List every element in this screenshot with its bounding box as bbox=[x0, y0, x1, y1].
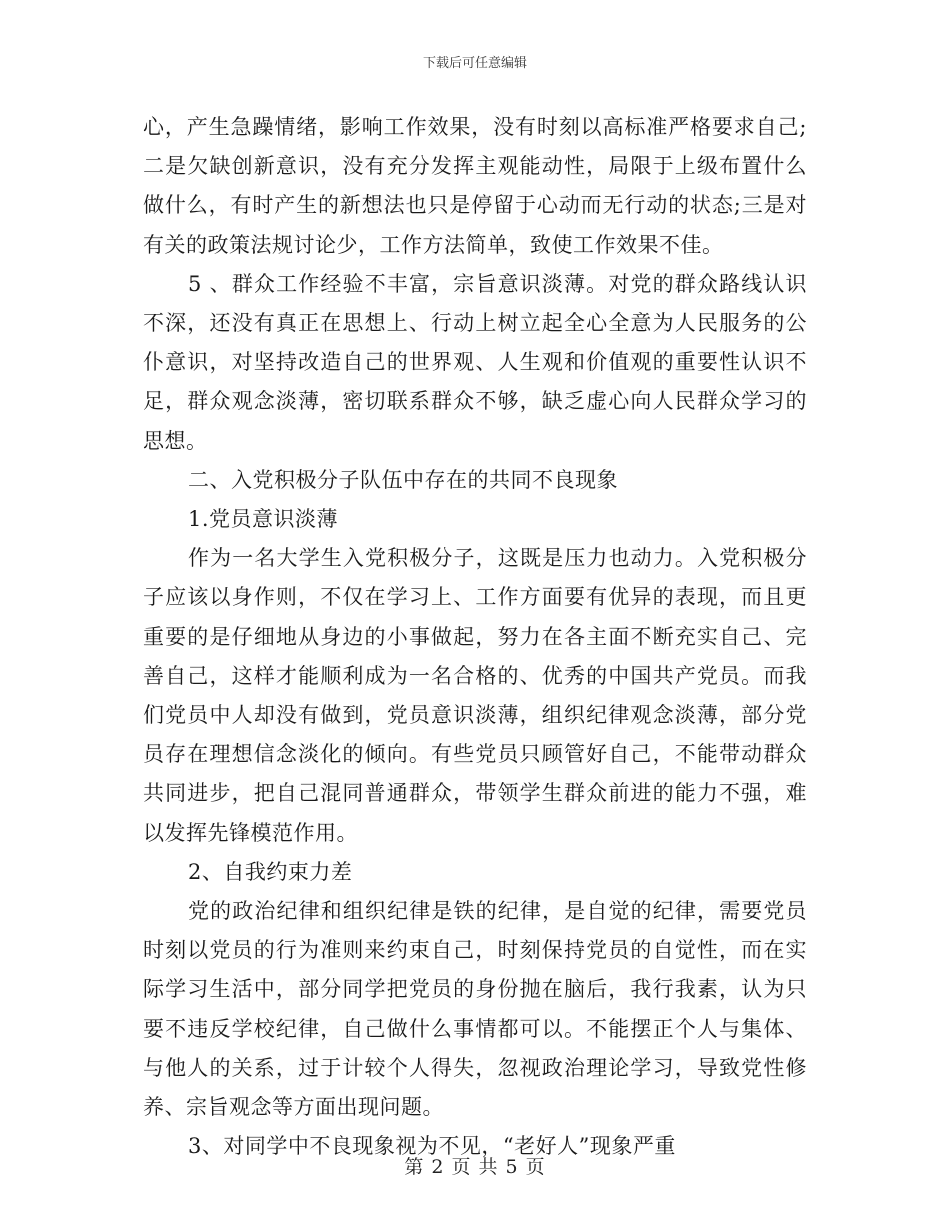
subheading-1: 1.党员意识淡薄 bbox=[188, 507, 339, 532]
paragraph-item-5: 5 、群众工作经验不丰富，宗旨意识淡薄。对党的群众路线认识不深，还没有真正在思想上、行动上树立起全心全意为人民服务的公仆意识，对坚持改造自己的世界观、人生观和价值观的重要性认识不足，群众观念淡薄，密切联系群众不够，缺乏虚心向人民群众学习的思想。 bbox=[143, 271, 807, 453]
subheading-2: 2、自我约束力差 bbox=[188, 859, 353, 884]
subheading-3: 3、对同学中不良现象视为不见，“老好人”现象严重 bbox=[188, 1134, 676, 1159]
document-body bbox=[143, 108, 807, 1166]
paragraph-continuation: 心，产生急躁情绪，影响工作效果，没有时刻以高标准严格要求自己;二是欠缺创新意识，没有充分发挥主观能动性，局限于上级布置什么做什么，有时产生的新想法也只是停留于心动而无行动的状态;三是对有关的政策法规讨论少，工作方法简单，致使工作效果不佳。 bbox=[143, 115, 807, 257]
page-header: 下载后可任意编辑 bbox=[422, 56, 527, 71]
section-heading-2: 二、入党积极分子队伍中存在的共同不良现象 bbox=[188, 467, 618, 492]
paragraph-party-awareness: 作为一名大学生入党积极分子，这既是压力也动力。入党积极分子应该以身作则，不仅在学习上、工作方面要有优异的表现，而且更重要的是仔细地从身边的小事做起，努力在各主面不断充实自己、完善自己，这样才能顺利成为一名合格的、优秀的中国共产党员。而我们党员中人却没有做到，党员意识淡薄，组织纪律观念淡薄，部分党员存在理想信念淡化的倾向。有些党员只顾管好自己，不能带动群众共同进步，把自己混同普通群众，带领学生群众前进的能力不强，难以发挥先锋模范作用。 bbox=[143, 546, 807, 845]
page-footer: 第 2 页 共 5 页 bbox=[404, 1156, 546, 1178]
paragraph-self-discipline: 党的政治纪律和组织纪律是铁的纪律，是自觉的纪律，需要党员时刻以党员的行为准则来约束自己，时刻保持党员的自觉性，而在实际学习生活中，部分同学把党员的身份抛在脑后，我行我素，认为只要不违反学校纪律，自己做什么事情都可以。不能摆正个人与集体、与他人的关系，过于计较个人得失，忽视政治理论学习，导致党性修养、宗旨观念等方面出现问题。 bbox=[143, 899, 807, 1120]
